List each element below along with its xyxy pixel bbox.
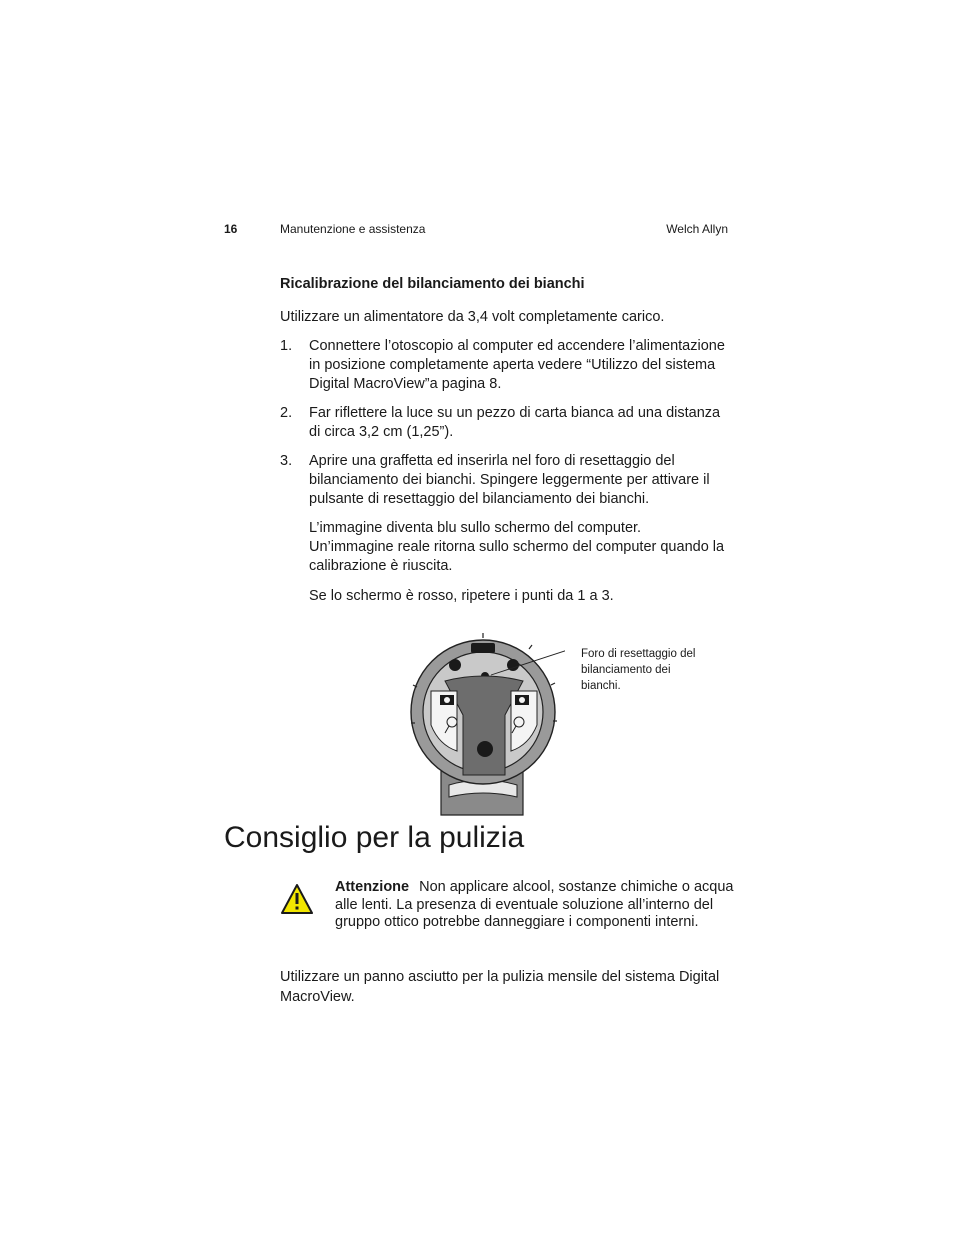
subsection-heading: Ricalibrazione del bilanciamento dei bianchi (280, 276, 585, 292)
step-number: 2. (280, 405, 293, 421)
caution-notice (335, 879, 735, 932)
closing-paragraph: Utilizzare un panno asciutto per la pulizia mensile del sistema Digital MacroView. (280, 969, 720, 1005)
otoscope-head-illustration (405, 625, 565, 817)
step-number: 3. (280, 453, 293, 469)
step-number: 1. (280, 338, 293, 354)
section-title: Consiglio per la pulizia (224, 821, 525, 854)
caution-label: Attenzione (335, 879, 410, 895)
intro-paragraph: Utilizzare un alimentatore da 3,4 volt completamente carico. (280, 309, 665, 325)
step-text: Aprire una graffetta ed inserirla nel foro di resettaggio del bilanciamento dei bianchi. Spingere leggermente per attivare il pulsante di resettaggio del bilanciamento dei bianchi. (309, 453, 710, 507)
figure-callout-label: Foro di resettaggio del bilanciamento dei bianchi. (581, 648, 696, 692)
caution-text: Non applicare alcool, sostanze chimiche o acqua alle lenti. La presenza di eventuale soluzione all’interno del gruppo ottico potrebbe danneggiare i componenti interni. (335, 879, 734, 930)
running-section-title: Manutenzione e assistenza (280, 222, 426, 236)
result-note: L’immagine diventa blu sullo schermo del computer. Un’immagine reale ritorna sullo schermo del computer quando la calibrazione è riuscita. (309, 520, 725, 574)
otoscope-figure (405, 625, 565, 822)
step-text: Far riflettere la luce su un pezzo di carta bianca ad una distanza di circa 3,2 cm (1,25”). (309, 405, 721, 440)
running-brand: Welch Allyn (666, 222, 728, 236)
warning-triangle-icon (280, 883, 314, 920)
retry-note: Se lo schermo è rosso, ripetere i punti da 1 a 3. (309, 588, 614, 604)
step-text: Connettere l’otoscopio al computer ed accendere l’alimentazione in posizione completamente aperta vedere “Utilizzo del sistema Digital MacroView”a pagina 8. (309, 338, 725, 392)
page-number: 16 (224, 222, 238, 236)
